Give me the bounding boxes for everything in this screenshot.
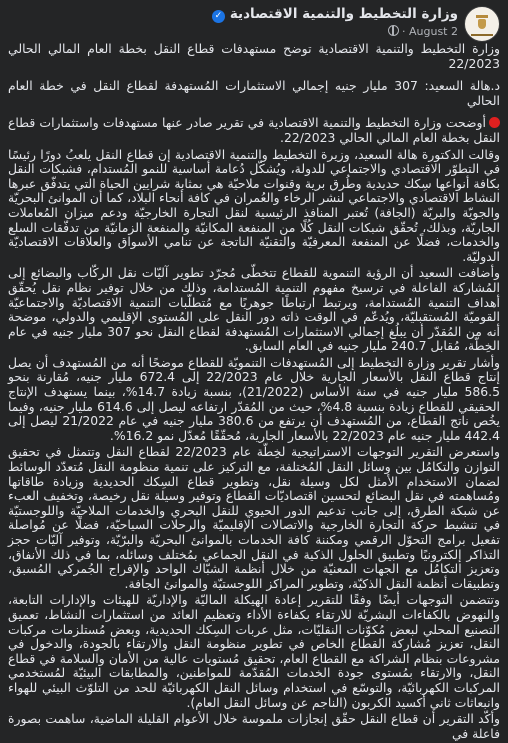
post-paragraph: وأكّد التقرير أن قطاع النقل حقّق إنجازات ملموسة خلال الأعوام القليلة الماضية، ساهمت بصورة فاعلة في — [8, 711, 500, 741]
post-body — [8, 42, 500, 743]
post-paragraph: وأشار تقرير وزارة التخطيط إلى المُستهدفات التنمويّة للقطاع موضحًا أنه من المُستهدف أن يصل إنتاج قطاع النقل بالأسعار الجارية خلال عام 22/2023 إلى 672.4 مليار جنيه، مُقارنة بنحو 586.5 مليار جنيه في سنة الأساس (21/2022)، بنسبة زيادة 14.7%، بينما يستهدف الإنتاج الحقيقي للقطاع زيادة بنسبة 4.8%، حيث من المُقدّر ارتفاعه ليصل إلى 614.6 مليار جنيه، وفيما يخُص ناتج القطاع، من المُستهدف أن يرتفع من 380.6 مليار جنيه في عام 21/2022 ليصل إلى 442.4 مليار جنيه عام 22/2023 بالأسعار الجارية، مُحقّقًا مُعدّل نمو 16.2%. — [8, 354, 500, 443]
page-avatar[interactable] — [464, 6, 500, 42]
seal-icon — [476, 15, 488, 18]
verified-badge-icon: ✓ — [212, 10, 225, 23]
post-paragraph: وأضافت السعيد أن الرؤية التنموية للقطاع تتخطّى مُجرّد تطوير آليّات نقل الركّاب والبضائع إلى المُشاركة الفاعلة في ترسيخ مفهوم التنمية المُستدامة، وذلك من خلال توفير نظام نقل يُحقّق أهداف التنمية المُستدامة، ويرتبط ارتباطًا جوهريًا مع مُتطلّبات التنمية الاقتصاديّة والاجتماعيّة القوميّة المُستقبليّة، ويُدعّم في الوقت ذاته دور النقل على المُستوى الإقليمي والدولي، موضحة أنه من المُقدّر أن يبلُغ إجمالي الاستثمارات المُستهدفة لقطاع النقل نحو 307 مليار جنيه في عام الخِطّة، مُقابل 240.7 مليار جنيه في العام السابق. — [8, 265, 500, 354]
post-paragraph-text: أوضحت وزارة التخطيط والتنمية الاقتصادية في تقرير صادر عنها مستهدفات واستثمارات قطاع النقل بخطة العام المالي الحالي 22/2023. — [8, 115, 500, 145]
post-header — [8, 4, 500, 38]
globe-icon — [388, 25, 399, 36]
post-meta: August 2 · — [384, 25, 459, 38]
post-subtitle: د.هالة السعيد: 307 مليار جنيه إجمالي الاستثمارات المُستهدفة لقطاع النقل في خطة العام الحالي — [8, 78, 500, 108]
post-paragraph — [8, 116, 500, 145]
post-paragraph: وقالت الدكتورة هالة السعيد، وزيرة التخطيط والتنمية الاقتصادية إن قطاع النقل يلعبُ دورًا رئيسًا في التطوّر الاقتصادي والاجتماعي للدولة، ويُشكّل دُعامة أساسية للنمو المُستدام، فشبكات النقل بكافة أنواعها سِكك حديدية وطُرق برية وقنوات ملاحيّة هي بمثابة شرايين الحياة التي يتدفّق عبرها النشاط الاقتصادي والاجتماعي لنشر الرخاء والعُمران في كافة أنحاء البلاد، كما أن الموانئ البحريّة والجويّة والبريّة (الجافة) تُعتبر المنافذ الرئيسية لنقل التجارة الخارجيّة ودعم ميزان المُعاملات الجاريّة، وبذلك، تُحقّق شبكات النقل كُلًا من المنفعة المكانيّة والمنفعة الزمانيّة من تدفّقات السلع والخدمات، فضلًا عن المنفعة المعرفيّة والتقنيّة الناتجة عن تنامي الأسواق والعلاقات الاقتصاديّة الدوليّة. — [8, 146, 500, 264]
page-name-link[interactable] — [214, 6, 458, 22]
page-name[interactable]: وزارة التخطيط والتنمية الاقتصادية — [229, 6, 458, 22]
post-title: وزارة التخطيط والتنمية الاقتصادية توضح مستهدفات قطاع النقل بخطة العام المالي الحالي 22/2023 — [8, 41, 500, 71]
post-paragraph: وتتضمن التوجهات أيضًا وفقًا للتقرير إعادة الهيكلة الماليّة والإداريّة للهيئات والإدارات التابعة، والنهوض بالكفاءات البشريّة للارتقاء بكفاءة الأداء وتعظيم العائد من استثمارات النشاط، تعميق التصنيع المحلي لبعض مُكوّنات النقليّات، مثل عربات السِكك الحديدية، وبعض مُستلزمات مركبات النقل، تعزيز مُشاركة القطاع الخاص في تطوير منظومة النقل والارتقاء بالجودة، والدخول في مشروعات بنظام الشراكة مع القطاع العام، تحقيق مُستويات عالية من الأمان والسلامة في قطاع النقل، والارتقاء بمُستوى جودة الخدمات المُقدّمة للمواطنين، والمطابقات البيئيّة لمُستخدمي المركبات الكهربائيّة، والتوسّع في استخدام وسائل النقل الكهربائيّة للحد من التلوّث البيئي للهواء وانبعاثات ثاني أكسيد الكربون (الناجم عن وسائل النقل العام). — [8, 592, 500, 710]
post-paragraph: واستعرض التقرير التوجهات الاستراتيجية لخِطّة عام 22/2023 لقطاع النقل وتتمثل في تحقيق التوازن والتكامُل بين وسائل النقل المُختلفة، مع التركيز على تنمية منظومة النقل مُتعدّد الوسائط لضمان الاستخدام الأمثل لكل وسيلة نقل، وتطوير قطاع السِكك الحديدية وزيادة طاقاتها ومُساهمته في نقل البضائع لتحسين اقتصاديّات القطاع وتوفير وسيلة نقل رخيصة، وتخفيف العبء عن شبكة الطرق، إلى جانب تدعيم الدور الحيوي للنقل البحري والخدمات الملاحيّة واللوجستيّة في تنشيط حركة التجارة الخارجية والاتصالات الإقليميّة والرحلات السياحيّة، فضلًا عن مُواصلة تفعيل برامج التحوّل الرقمي ومكننة كافة الخدمات بالموانئ البحريّة والبرّيّة، وتوفير آليّات حجز التذاكر إلكترونيًا وتطبيق الحلول الذكية في النقل الجماعي بمُختلف وسائله، بما في ذلك الأنفاق، وتعزيز التكامُل مع الجهات المعنيّة من خلال أنظمة الشبّاك الواحد والإفراج الجُمركي المُسبق، وتطبيقات أنظمة النقل الذكيّة، وتطوير المراكز اللوجستيّة والموانئ الجافة. — [8, 444, 500, 591]
post-date[interactable]: August 2 — [409, 25, 458, 38]
red-circle-icon — [489, 117, 500, 128]
